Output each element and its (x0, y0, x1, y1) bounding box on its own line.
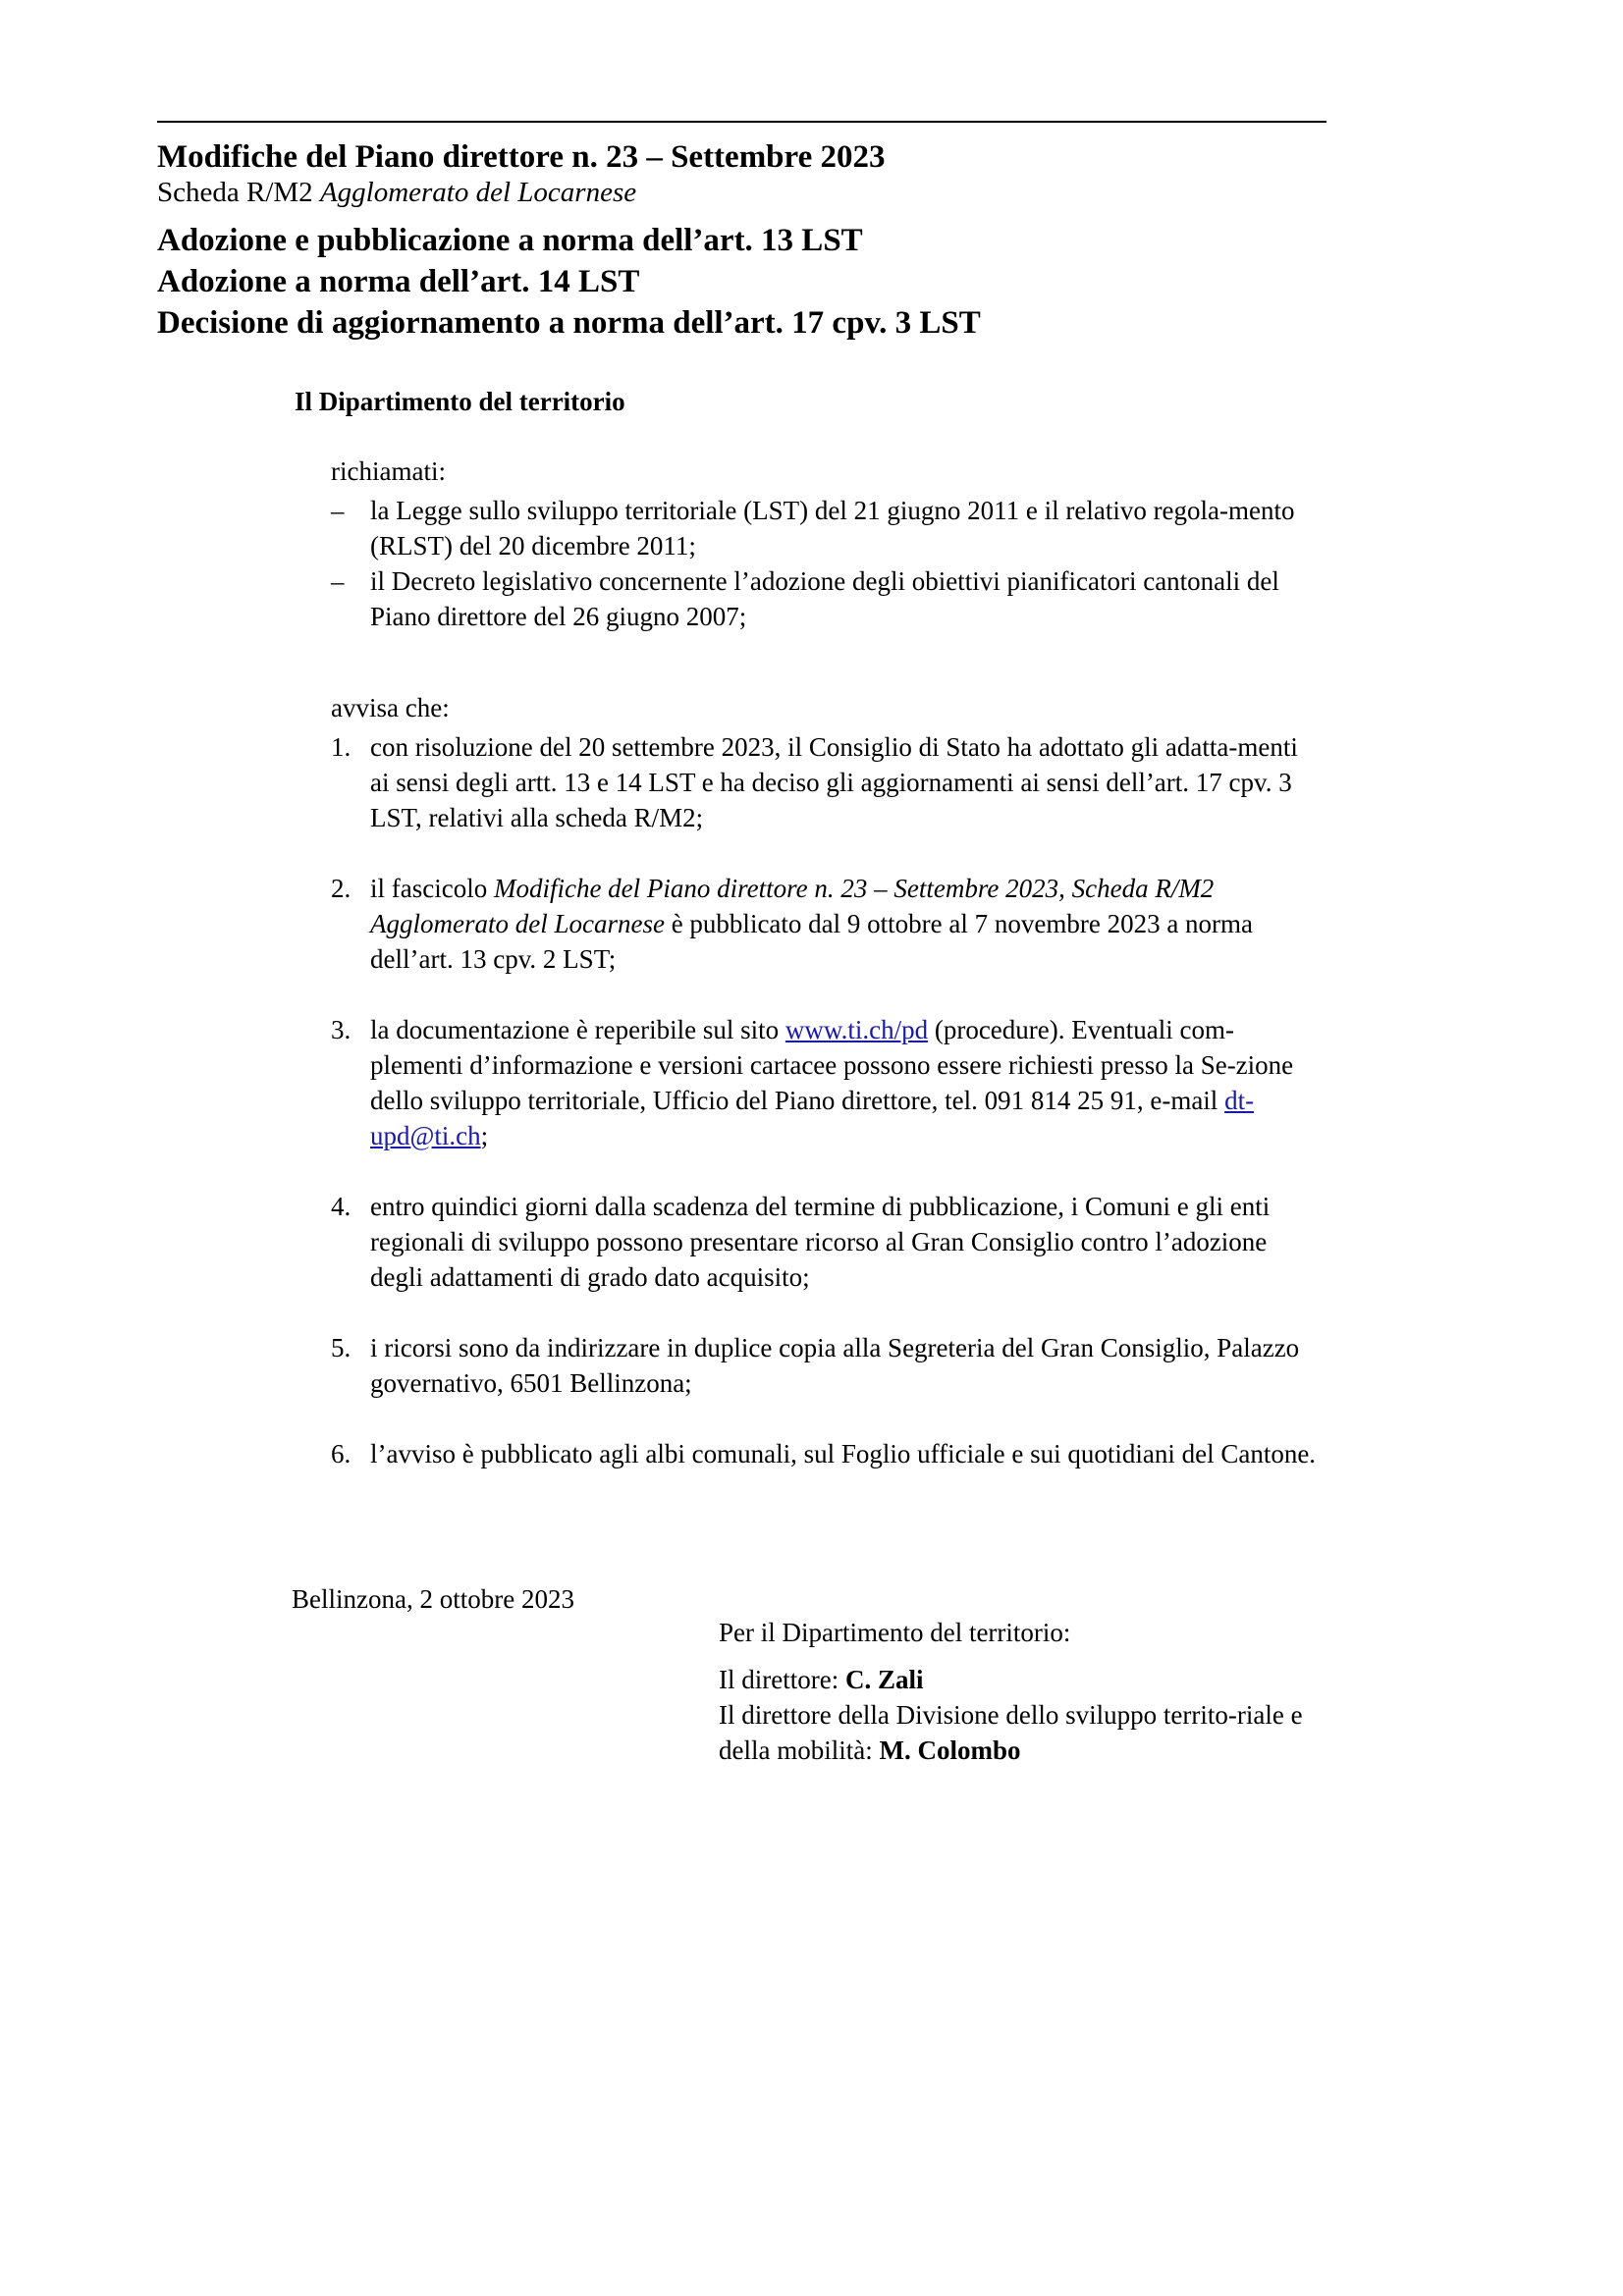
dash-marker: – (331, 566, 345, 596)
list-item (331, 1330, 1319, 1401)
list-item-text-pre: la documentazione è reperibile sul sito (370, 1015, 785, 1044)
document-header (157, 137, 1335, 344)
list-item-text: entro quindici giorni dalla scadenza del termine di pubblicazione, i Comuni e gli enti regionali di sviluppo possono presentare ricorso al Gran Consiglio contro l’adozione degli adattamenti di grado dato acquisito; (370, 1192, 1271, 1292)
list-item-text-mid: (procedure). Eventuali com-plementi d’informazione e versioni cartacee possono essere richiesti presso la Se-zione dello sviluppo territoriale, Ufficio del Piano direttore, tel. 091 814 25 91, e-mail (370, 1015, 1294, 1115)
item-number: 4. (331, 1192, 352, 1221)
department-heading: Il Dipartimento del territorio (295, 387, 625, 416)
division-director-name: M. Colombo (879, 1735, 1021, 1765)
heading-art13: Adozione e pubblicazione a norma dell’art. 13 LST (157, 223, 863, 258)
list-item (331, 1012, 1319, 1153)
top-rule (157, 121, 1326, 123)
signature-block (719, 1615, 1327, 1768)
list-item-text: l’avviso è pubblicato agli albi comunali, sul Foglio ufficiale e sui quotidiani del Cantone. (370, 1439, 1317, 1468)
heading-art14: Adozione a norma dell’art. 14 LST (157, 264, 640, 299)
item-number: 2. (331, 874, 352, 903)
list-item-text-post: ; (480, 1121, 489, 1150)
heading-group (157, 220, 1335, 344)
division-director-label: Il direttore della Divisione dello sviluppo territo-riale e della mobilità: (719, 1700, 1303, 1765)
list-item-text: la Legge sullo sviluppo territoriale (LST) del 21 giugno 2011 e il relativo regola-mento (RLST) del 20 dicembre 2011; (370, 496, 1295, 561)
email-link[interactable]: dt-upd@ti.ch (370, 1086, 1255, 1150)
list-item (331, 1189, 1319, 1295)
list-item (331, 1436, 1319, 1471)
list-item (331, 563, 1319, 634)
website-link[interactable]: www.ti.ch/pd (784, 1015, 929, 1044)
subtitle-italic: Agglomerato del Locarnese (319, 177, 637, 208)
director-name: C. Zali (844, 1665, 924, 1694)
dash-marker: – (331, 496, 345, 525)
heading-art17: Decisione di aggiornamento a norma dell’art. 17 cpv. 3 LST (157, 305, 981, 341)
signature-spacer (719, 1650, 1327, 1662)
list-item-text-pre: il fascicolo (370, 874, 494, 903)
publication-title: Modifiche del Piano direttore n. 23 – Settembre 2023, Scheda R/M2 Agglomerato del Locarnese (370, 874, 1215, 938)
item-number: 5. (331, 1333, 352, 1362)
list-item (331, 729, 1319, 835)
director-line (719, 1662, 1327, 1697)
notice-body (331, 454, 1319, 1471)
division-director-line (719, 1697, 1327, 1768)
list-item (331, 871, 1319, 977)
signature-for-line: Per il Dipartimento del territorio: (719, 1618, 1071, 1647)
avvisa-label: avvisa che: (331, 693, 450, 722)
place-date: Bellinzona, 2 ottobre 2023 (292, 1584, 574, 1614)
avvisa-list (331, 729, 1319, 1471)
item-number: 6. (331, 1439, 352, 1468)
list-item-text-post: è pubblicato dal 9 ottobre al 7 novembre 2023 a norma dell’art. 13 cpv. 2 LST; (370, 909, 1254, 974)
list-item-text: con risoluzione del 20 settembre 2023, il Consiglio di Stato ha adottato gli adatta-menti ai sensi degli artt. 13 e 14 LST e ha deciso gli aggiornamenti ai sensi dell’art. 17 cpv. 3 LST, relativi alla scheda R/M2; (370, 732, 1298, 832)
list-item-text: il Decreto legislativo concernente l’adozione degli obiettivi pianificatori cantonali del Piano direttore del 26 giugno 2007; (370, 566, 1279, 631)
document-subtitle (157, 177, 1335, 208)
director-label: Il direttore: (719, 1665, 845, 1694)
richiamati-list (331, 493, 1319, 634)
document-title: Modifiche del Piano direttore n. 23 – Settembre 2023 (157, 139, 886, 175)
item-number: 1. (331, 732, 352, 762)
item-number: 3. (331, 1015, 352, 1044)
subtitle-prefix: Scheda R/M2 (157, 177, 320, 208)
list-item-text: i ricorsi sono da indirizzare in duplice copia alla Segreteria del Gran Consiglio, Palazzo governativo, 6501 Bellinzona; (370, 1333, 1300, 1398)
richiamati-label: richiamati: (331, 456, 446, 486)
list-item (331, 493, 1319, 563)
